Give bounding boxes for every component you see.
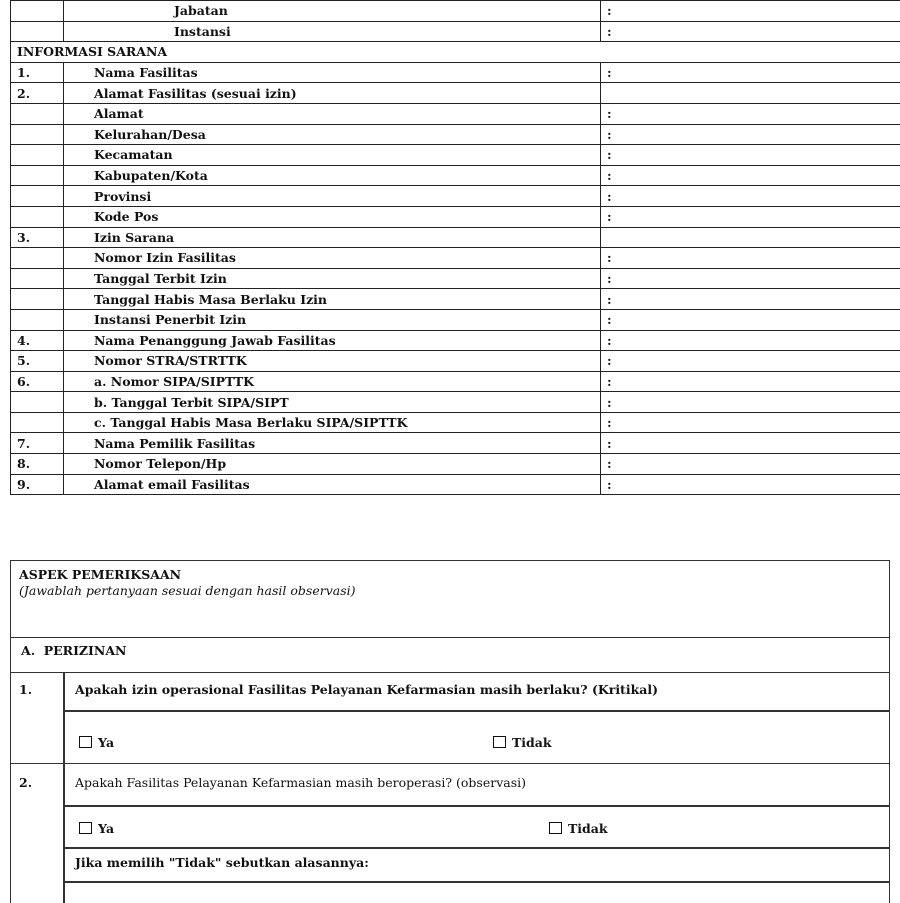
informasi-sarana-title-row — [11, 42, 900, 63]
info-row — [11, 309, 900, 330]
info-row — [11, 454, 900, 475]
row-value-field[interactable]: : — [601, 474, 900, 495]
option-yes-label: Ya — [98, 735, 114, 750]
checkbox-icon[interactable] — [79, 736, 92, 748]
row-number: 5. — [11, 351, 64, 372]
row-number — [11, 412, 64, 433]
row-number — [11, 165, 64, 186]
row-value-field[interactable]: : — [601, 1, 900, 22]
question-1-hline — [63, 710, 889, 712]
checkbox-icon[interactable] — [493, 736, 506, 748]
row-number — [11, 186, 64, 207]
aspek-title: ASPEK PEMERIKSAAN — [19, 567, 181, 582]
info-row — [11, 145, 900, 166]
row-number — [11, 268, 64, 289]
informasi-sarana-table — [10, 0, 900, 495]
row-label: Nomor STRA/STRTTK — [64, 351, 601, 372]
info-row — [11, 474, 900, 495]
row-value-field[interactable]: : — [601, 392, 900, 413]
row-label: Tanggal Terbit Izin — [64, 268, 601, 289]
info-row — [11, 186, 900, 207]
option-yes-label: Ya — [98, 821, 114, 836]
question-2-hline-1 — [63, 805, 889, 807]
info-row — [11, 351, 900, 372]
question-1-number: 1. — [19, 682, 32, 697]
row-value-field[interactable]: : — [601, 248, 900, 269]
row-number: 3. — [11, 227, 64, 248]
aspek-subtitle: (Jawablah pertanyaan sesuai dengan hasil observasi) — [19, 583, 356, 598]
info-row — [11, 165, 900, 186]
row-value-field[interactable]: : — [601, 186, 900, 207]
row-number: 4. — [11, 330, 64, 351]
row-number: 1. — [11, 62, 64, 83]
info-row — [11, 62, 900, 83]
row-value-field[interactable] — [601, 83, 900, 104]
row-number — [11, 309, 64, 330]
info-row — [11, 268, 900, 289]
question-1-text: Apakah izin operasional Fasilitas Pelayanan Kefarmasian masih berlaku? (Kritikal) — [75, 682, 658, 697]
row-label: Kecamatan — [64, 145, 601, 166]
row-label: Instansi — [64, 21, 601, 42]
row-number — [11, 124, 64, 145]
row-number — [11, 392, 64, 413]
row-number: 2. — [11, 83, 64, 104]
row-label: Alamat Fasilitas (sesuai izin) — [64, 83, 601, 104]
row-value-field[interactable]: : — [601, 206, 900, 227]
row-number: 9. — [11, 474, 64, 495]
info-row — [11, 289, 900, 310]
info-row — [11, 227, 900, 248]
row-number: 7. — [11, 433, 64, 454]
info-row — [11, 83, 900, 104]
row-label: Kelurahan/Desa — [64, 124, 601, 145]
row-value-field[interactable]: : — [601, 433, 900, 454]
info-row — [11, 21, 900, 42]
row-value-field[interactable]: : — [601, 268, 900, 289]
row-label: Nama Penanggung Jawab Fasilitas — [64, 330, 601, 351]
row-value-field[interactable]: : — [601, 165, 900, 186]
row-number — [11, 206, 64, 227]
row-value-field[interactable]: : — [601, 124, 900, 145]
info-row — [11, 433, 900, 454]
perizinan-header — [10, 637, 890, 673]
question-2-followup: Jika memilih "Tidak" sebutkan alasannya: — [75, 855, 369, 870]
row-label: Nomor Telepon/Hp — [64, 454, 601, 475]
question-1 — [10, 672, 890, 764]
row-value-field[interactable]: : — [601, 330, 900, 351]
option-no-label: Tidak — [568, 821, 608, 836]
informasi-sarana-title: INFORMASI SARANA — [11, 42, 900, 63]
question-1-option-no[interactable] — [493, 732, 552, 751]
row-value-field[interactable] — [601, 227, 900, 248]
row-number: 6. — [11, 371, 64, 392]
question-2-hline-3 — [63, 881, 889, 883]
row-number — [11, 145, 64, 166]
row-label: Provinsi — [64, 186, 601, 207]
row-label: Kabupaten/Kota — [64, 165, 601, 186]
question-2-option-no[interactable] — [549, 818, 608, 837]
row-label: c. Tanggal Habis Masa Berlaku SIPA/SIPTTK — [64, 412, 601, 433]
row-label: Nama Pemilik Fasilitas — [64, 433, 601, 454]
question-2-text: Apakah Fasilitas Pelayanan Kefarmasian masih beroperasi? (observasi) — [75, 775, 526, 790]
row-value-field[interactable]: : — [601, 454, 900, 475]
info-row — [11, 412, 900, 433]
question-2 — [10, 763, 890, 903]
info-row — [11, 103, 900, 124]
perizinan-title: A. PERIZINAN — [21, 643, 126, 658]
row-label: Alamat email Fasilitas — [64, 474, 601, 495]
info-row — [11, 330, 900, 351]
row-label: Instansi Penerbit Izin — [64, 309, 601, 330]
option-no-label: Tidak — [512, 735, 552, 750]
row-value-field[interactable]: : — [601, 62, 900, 83]
row-number: 8. — [11, 454, 64, 475]
row-label: Jabatan — [64, 1, 601, 22]
checkbox-icon[interactable] — [549, 822, 562, 834]
row-value-field[interactable]: : — [601, 145, 900, 166]
row-number — [11, 103, 64, 124]
checkbox-icon[interactable] — [79, 822, 92, 834]
row-number — [11, 1, 64, 22]
info-row — [11, 1, 900, 22]
row-value-field[interactable]: : — [601, 351, 900, 372]
aspek-pemeriksaan-box — [10, 560, 890, 638]
info-row — [11, 124, 900, 145]
row-value-field[interactable]: : — [601, 309, 900, 330]
row-value-field[interactable]: : — [601, 412, 900, 433]
row-label: Izin Sarana — [64, 227, 601, 248]
question-2-hline-2 — [63, 847, 889, 849]
info-row — [11, 248, 900, 269]
row-label: Nama Fasilitas — [64, 62, 601, 83]
info-row — [11, 206, 900, 227]
row-label: Tanggal Habis Masa Berlaku Izin — [64, 289, 601, 310]
info-row — [11, 392, 900, 413]
question-1-option-yes[interactable] — [79, 732, 114, 751]
question-1-divider — [63, 672, 65, 764]
info-row — [11, 371, 900, 392]
row-value-field[interactable]: : — [601, 21, 900, 42]
row-label: Kode Pos — [64, 206, 601, 227]
question-2-number: 2. — [19, 775, 32, 790]
row-value-field[interactable]: : — [601, 371, 900, 392]
row-number — [11, 248, 64, 269]
row-label: Alamat — [64, 103, 601, 124]
row-label: Nomor Izin Fasilitas — [64, 248, 601, 269]
row-number — [11, 21, 64, 42]
row-value-field[interactable]: : — [601, 103, 900, 124]
row-label: a. Nomor SIPA/SIPTTK — [64, 371, 601, 392]
row-number — [11, 289, 64, 310]
question-2-option-yes[interactable] — [79, 818, 114, 837]
row-value-field[interactable]: : — [601, 289, 900, 310]
row-label: b. Tanggal Terbit SIPA/SIPT — [64, 392, 601, 413]
